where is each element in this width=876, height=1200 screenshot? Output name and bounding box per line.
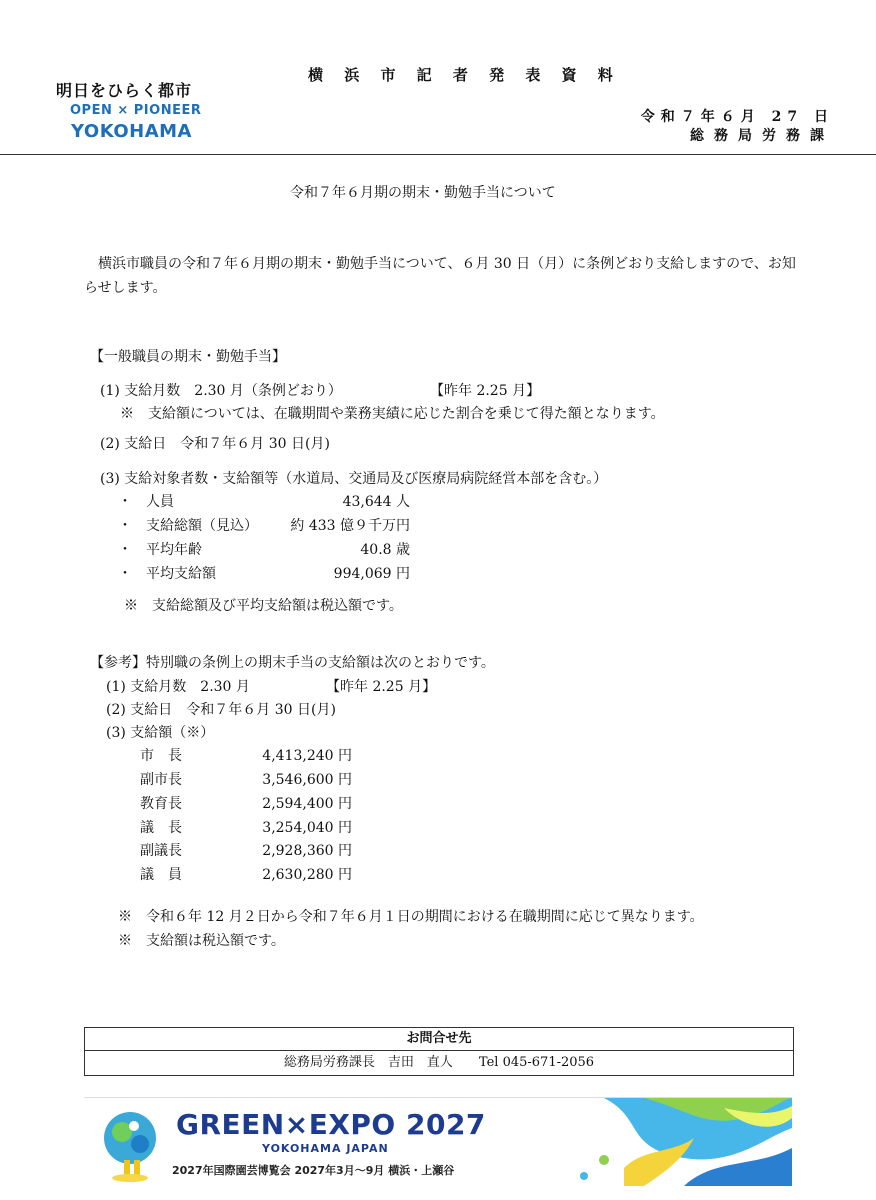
issuing-department: 総務局労務課 (690, 128, 834, 144)
contact-box (84, 1027, 794, 1076)
amount-role: 市 長 (140, 748, 182, 764)
general-months-note: ※ 支給額については、在職期間や業務実績に応じた割合を乗じて得た額となります。 (120, 406, 665, 422)
stat-label: 人員 (146, 494, 174, 510)
stat-value: 43,644 人 (342, 494, 410, 510)
logo-yokohama: YOKOHAMA (71, 121, 192, 142)
stat-label: 平均支給額 (146, 566, 216, 582)
stat-label: 平均年齢 (146, 542, 202, 558)
stat-bullet: ・ (118, 542, 132, 558)
special-note-tax: ※ 支給額は税込額です。 (118, 933, 285, 949)
general-heading: 【一般職員の期末・勤勉手当】 (90, 349, 286, 365)
special-pay-date: (2) 支給日 令和７年６月 30 日(月) (106, 702, 336, 718)
amount-role: 議 員 (140, 867, 182, 883)
amount-value: 3,254,040 円 (262, 820, 352, 836)
contact-details: 総務局労務課長 吉田 直人 Tel 045-671-2056 (283, 1055, 595, 1070)
stat-bullet: ・ (118, 494, 132, 510)
special-heading: 【参考】特別職の条例上の期末手当の支給額は次のとおりです。 (90, 655, 495, 671)
stat-label: 支給総額（見込） (146, 518, 258, 534)
general-months-prev: 【昨年 2.25 月】 (430, 383, 541, 399)
amount-value: 2,594,400 円 (262, 796, 352, 812)
contact-heading: お問合せ先 (85, 1028, 793, 1051)
release-date: 令和７年６月 27 日 (640, 109, 834, 125)
special-amounts-heading: (3) 支給額（※） (106, 725, 215, 741)
amount-role: 議 長 (140, 820, 182, 836)
general-recipients-heading: (3) 支給対象者数・支給額等（水道局、交通局及び医療局病院経営本部を含む。） (100, 471, 608, 487)
stat-value: 994,069 円 (333, 566, 410, 582)
amount-role: 教育長 (140, 796, 182, 812)
stats-tax-note: ※ 支給総額及び平均支給額は税込額です。 (124, 598, 403, 614)
expo-banner (84, 1097, 792, 1186)
stat-value: 40.8 歳 (360, 542, 410, 558)
header-divider (0, 154, 876, 155)
stat-value: 約 433 億９千万円 (290, 518, 410, 534)
press-release-title: 横 浜 市 記 者 発 表 資 料 (308, 66, 621, 84)
special-months: (1) 支給月数 2.30 月 (106, 679, 250, 695)
general-months: (1) 支給月数 2.30 月（条例どおり） (100, 383, 342, 399)
city-tagline: 明日をひらく都市 (56, 81, 193, 100)
amount-value: 2,928,360 円 (262, 843, 352, 859)
intro-paragraph: 横浜市職員の令和７年６月期の期末・勤勉手当について、６月 30 日（月）に条例どおり支給しますので、お知らせします。 (84, 256, 796, 296)
amount-value: 2,630,280 円 (262, 867, 352, 883)
amount-role: 副議長 (140, 843, 182, 859)
logo-open-pioneer: OPEN × PIONEER (70, 103, 202, 118)
general-pay-date: (2) 支給日 令和７年６月 30 日(月) (100, 436, 330, 452)
amount-role: 副市長 (140, 772, 182, 788)
expo-subtitle: YOKOHAMA JAPAN (262, 1142, 389, 1155)
special-months-prev: 【昨年 2.25 月】 (326, 679, 437, 695)
expo-info: 2027年国際園芸博覧会 2027年3月～9月 横浜・上瀬谷 (172, 1164, 455, 1177)
expo-title: GREEN×EXPO 2027 (176, 1108, 486, 1141)
amount-value: 3,546,600 円 (262, 772, 352, 788)
special-note-period: ※ 令和６年 12 月２日から令和７年６月１日の期間における在職期間に応じて異なります。 (118, 909, 704, 925)
stat-bullet: ・ (118, 518, 132, 534)
stat-bullet: ・ (118, 566, 132, 582)
document-title: 令和７年６月期の期末・勤勉手当について (290, 185, 556, 201)
amount-value: 4,413,240 円 (262, 748, 352, 764)
